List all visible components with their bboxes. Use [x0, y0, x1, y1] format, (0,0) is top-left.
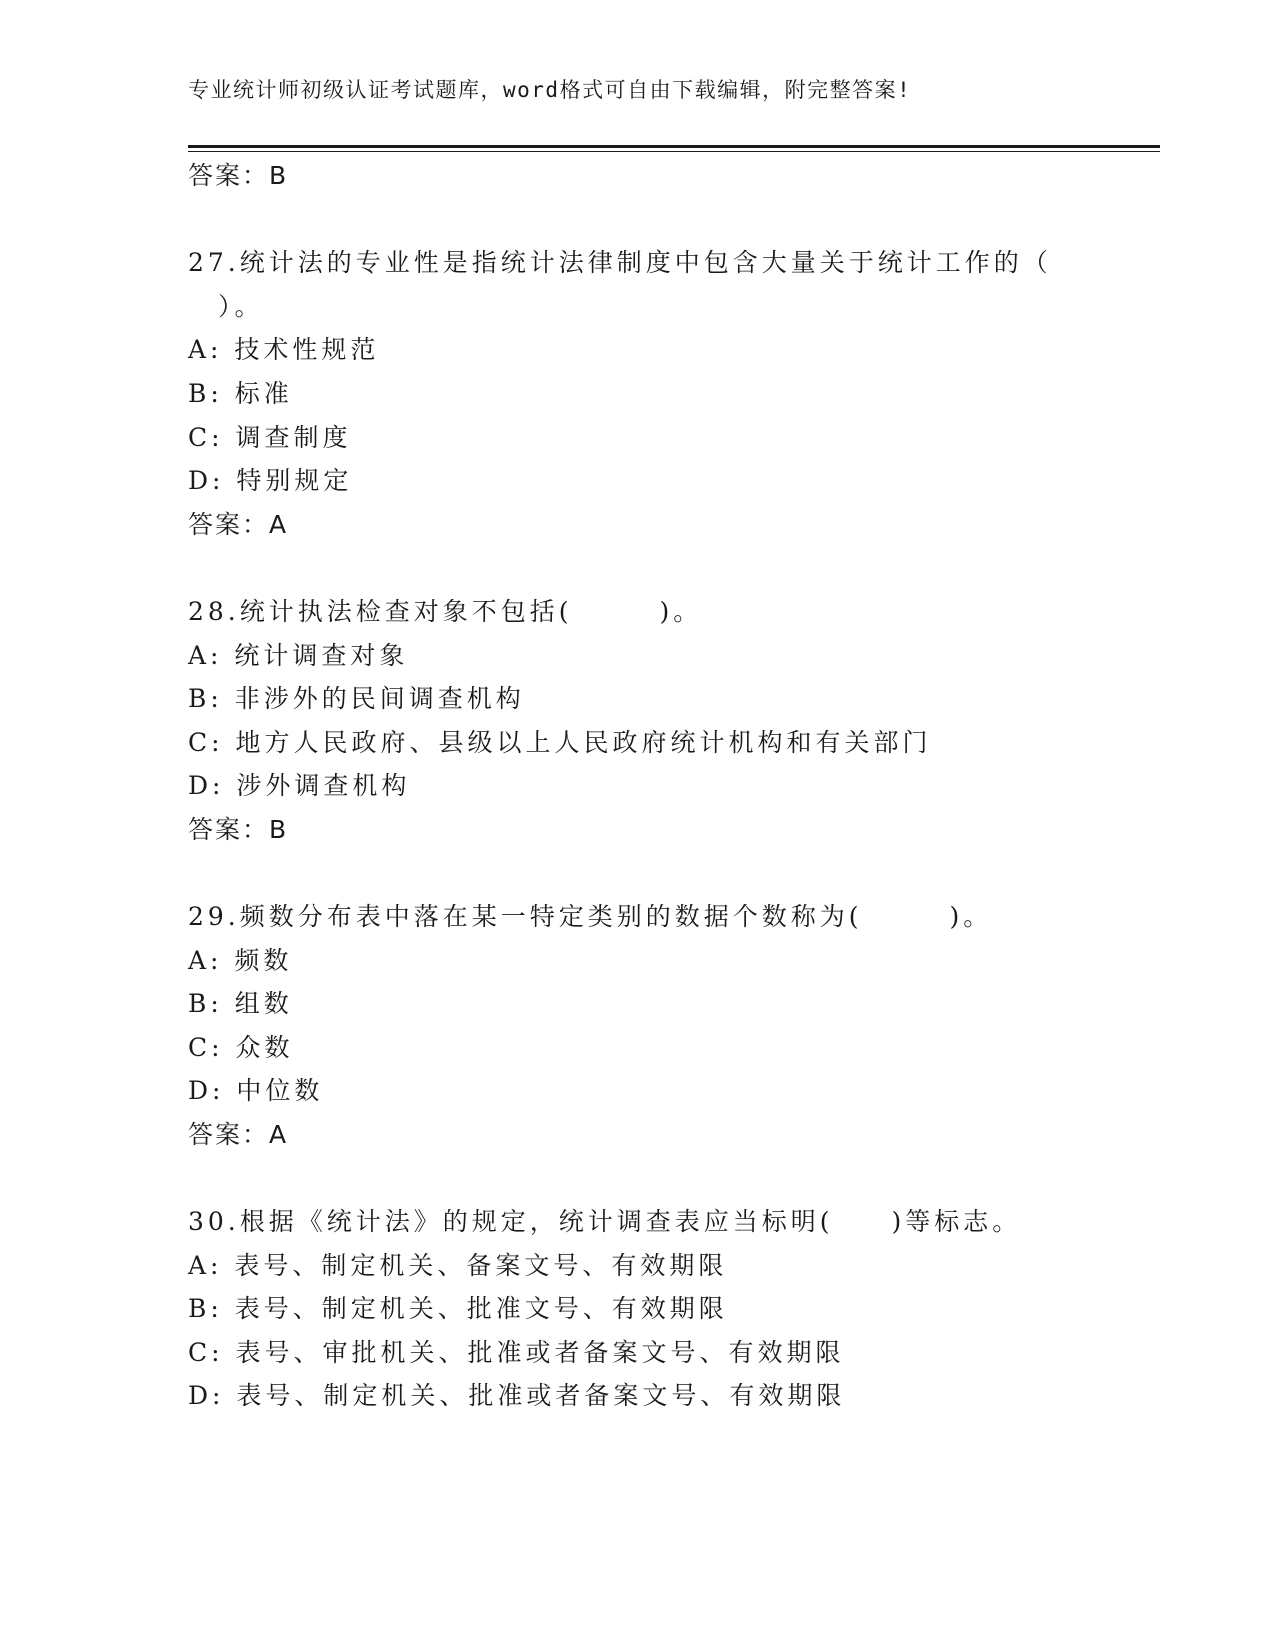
question-30-option-b: B: 表号、制定机关、批准文号、有效期限: [188, 1294, 728, 1323]
question-30-stem: 30.根据《统计法》的规定，统计调查表应当标明( )等标志。: [188, 1207, 1022, 1236]
question-27-option-b: B: 标准: [188, 379, 293, 408]
question-28-option-d: D: 涉外调查机构: [188, 771, 411, 800]
question-29-option-b: B: 组数: [188, 989, 293, 1018]
question-28-stem: 28.统计执法检查对象不包括( )。: [188, 597, 703, 626]
page-header: 专业统计师初级认证考试题库，word格式可自由下载编辑，附完整答案!: [188, 78, 912, 102]
question-27-stem-cont: ）。: [218, 292, 264, 321]
question-30-option-c: C: 表号、审批机关、批准或者备案文号、有效期限: [188, 1338, 845, 1367]
question-28-option-b: B: 非涉外的民间调查机构: [188, 684, 525, 713]
question-29-answer: 答案：A: [188, 1120, 289, 1149]
answer-prev: 答案：B: [188, 161, 289, 190]
question-28-option-c: C: 地方人民政府、县级以上人民政府统计机构和有关部门: [188, 728, 932, 757]
question-27-option-a: A: 技术性规范: [188, 335, 380, 364]
header-rule-thin: [188, 151, 1160, 152]
question-30-option-a: A: 表号、制定机关、备案文号、有效期限: [188, 1251, 728, 1280]
question-28-answer: 答案：B: [188, 815, 289, 844]
question-27-option-c: C: 调查制度: [188, 423, 352, 452]
question-29-stem: 29.频数分布表中落在某一特定类别的数据个数称为( )。: [188, 902, 993, 931]
question-29-option-c: C: 众数: [188, 1033, 294, 1062]
question-27-option-d: D: 特别规定: [188, 466, 353, 495]
question-27-stem: 27.统计法的专业性是指统计法律制度中包含大量关于统计工作的（: [188, 248, 1052, 277]
question-29-option-d: D: 中位数: [188, 1076, 324, 1105]
question-28-option-a: A: 统计调查对象: [188, 641, 409, 670]
question-27-answer: 答案：A: [188, 510, 289, 539]
question-29-option-a: A: 频数: [188, 946, 293, 975]
header-rule-thick: [188, 145, 1160, 148]
question-30-option-d: D: 表号、制定机关、批准或者备案文号、有效期限: [188, 1381, 846, 1410]
